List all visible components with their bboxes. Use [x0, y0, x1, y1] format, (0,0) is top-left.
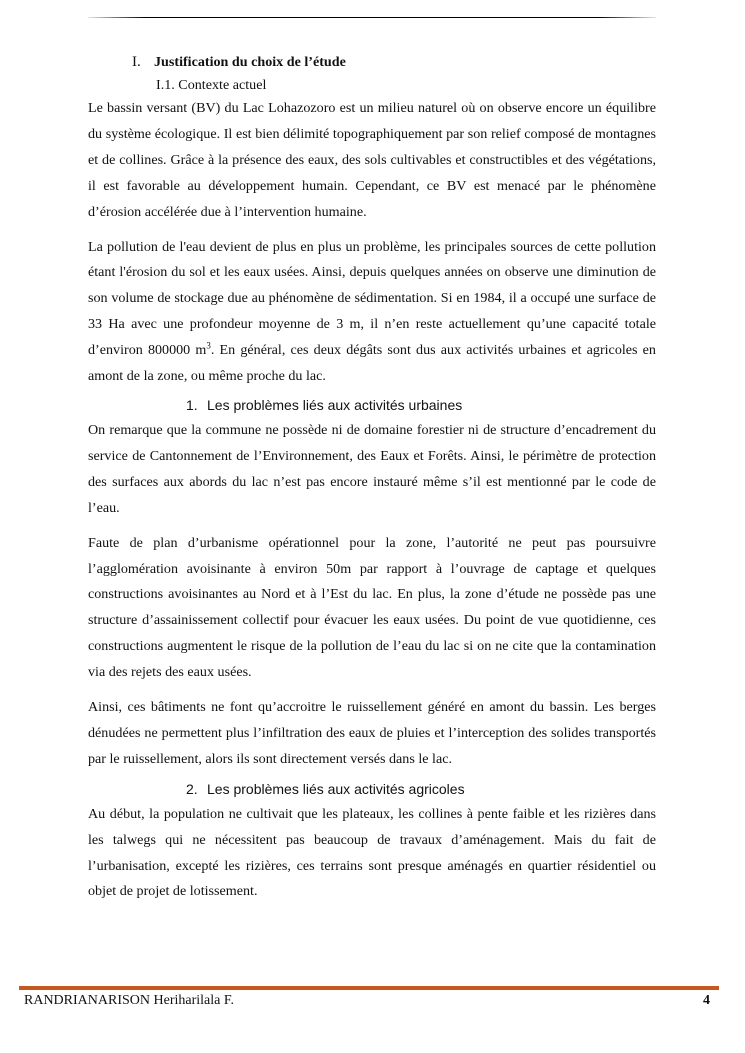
heading-title: Justification du choix de l’étude [154, 54, 346, 70]
paragraph-2 [88, 235, 656, 390]
paragraph-2-text-end: . En général, ces deux dégâts sont dus aux activités urbaines et agricoles en amont de la zone, ou même proche du lac. [88, 342, 656, 385]
section-title: Les problèmes liés aux activités agricoles [207, 780, 465, 797]
section-number: 1. [186, 396, 198, 413]
header-rule [88, 17, 656, 18]
heading-number: I. [132, 54, 141, 70]
paragraph-5: Ainsi, ces bâtiments ne font qu’accroitre le ruissellement généré en amont du bassin. Les berges dénudées ne permettent plus l’infiltration des eaux de pluies et l’interception des solides transportés par le ruissellement, alors ils sont directement versés dans le lac. [88, 699, 656, 767]
paragraph-1: Le bassin versant (BV) du Lac Lohazozoro est un milieu naturel où on observe encore un équilibre du système écologique. Il est bien délimité topographiquement par son relief composé de montagnes et de collines. Grâce à la présence des eaux, des sols cultivables et constructibles et des végétations, il est favorable au développement humain. Cependant, ce BV est menacé par le phénomène d’érosion accélérée due à l’intervention humaine. [88, 100, 656, 220]
section-heading-urban [186, 393, 656, 418]
page-body [88, 52, 656, 905]
paragraph-4: Faute de plan d’urbanisme opérationnel pour la zone, l’autorité ne peut pas poursuivre l’agglomération avoisinante à environ 50m par rapport à l’ouvrage de captage et quelques constructions avoisinantes au Nord et à l’Est du lac. En plus, la zone d’étude ne possède pas une structure d’assainissement collectif pour évacuer les eaux usées. Du point de vue quotidienne, ces constructions augmentent le risque de la pollution de l’eau du lac si on ne cite que la contamination via des rejets des eaux usées. [88, 534, 656, 681]
paragraph-2-text: La pollution de l'eau devient de plus en plus un problème, les principales sources de cette pollution étant l'érosion du sol et les eaux usées. Ainsi, depuis quelques années on observe une diminution de son volume de stockage due au phénomène de sédimentation. Si en 1984, il a occupé une surface de 33 Ha avec une profondeur moyenne de 3 m, il n’en reste actuellement qu’une capacité totale d’environ 800000 m [88, 238, 656, 359]
section-heading-agricultural [186, 777, 656, 802]
heading-level-1 [132, 52, 656, 72]
section-number: 2. [186, 780, 198, 797]
paragraph-6: Au début, la population ne cultivait que les plateaux, les collines à pente faible et les rizières dans les talwegs qui ne nécessitent pas beaucoup de travaux d’aménagement. Mais du fait de l’urbanisation, excepté les rizières, ces terrains sont presque aménagés en quartier résidentiel ou objet de projet de lotissement. [88, 805, 656, 900]
heading-level-2: I.1. Contexte actuel [156, 77, 267, 93]
page-number: 4 [703, 993, 710, 1008]
superscript: 3 [206, 340, 211, 351]
paragraph-3: On remarque que la commune ne possède ni de domaine forestier ni de structure d’encadrement du service de Cantonnement de l’Environnement, des Eaux et Forêts. Ainsi, le périmètre de protection des surfaces aux abords du lac n’est pas encore instauré même s’il est mentionné par le code de l’eau. [88, 421, 656, 516]
section-title: Les problèmes liés aux activités urbaines [207, 396, 463, 413]
footer-rule [19, 986, 719, 990]
footer-author: RANDRIANARISON Heriharilala F. [24, 993, 235, 1008]
